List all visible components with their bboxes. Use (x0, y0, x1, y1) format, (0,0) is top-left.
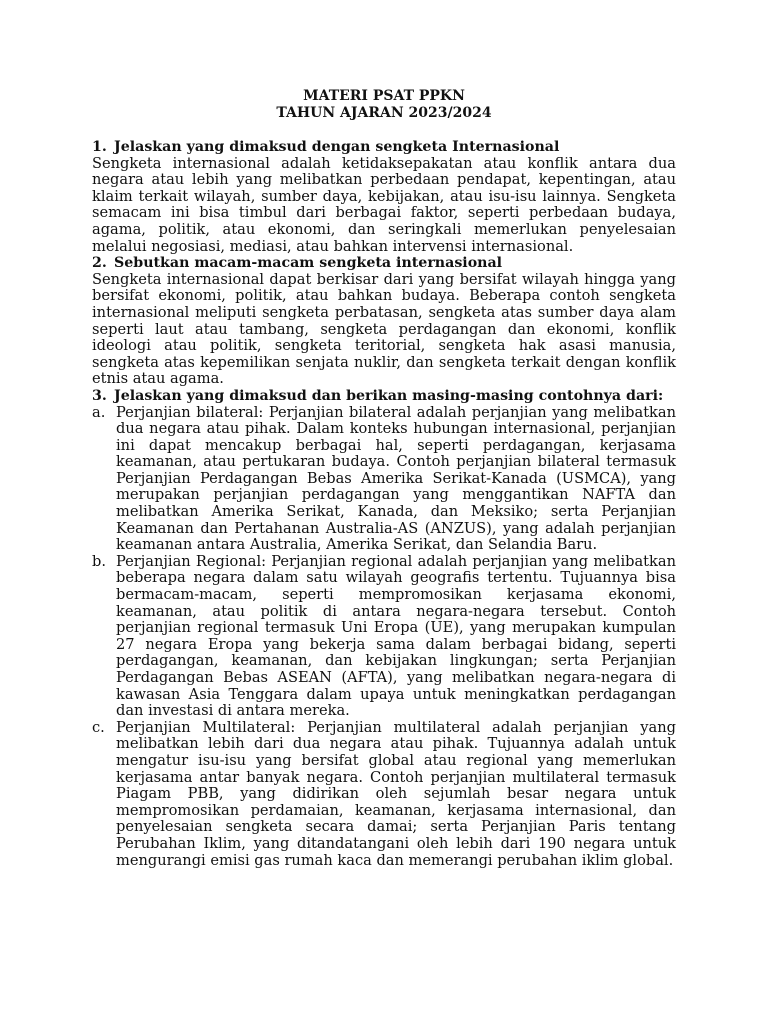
list-item-text: Perjanjian bilateral: Perjanjian bilateral adalah perjanjian yang melibatkan dua negara atau pihak. Dalam konteks hubungan internasional, perjanjian ini dapat mencakup berbagai hal, seperti perdagangan, kerjasama keamanan, atau pertukaran budaya. Contoh perjanjian bilateral termasuk Perjanjian Perdagangan Bebas Amerika Serikat-Kanada (USMCA), yang merupakan perjanjian perdagangan yang menggantikan NAFTA dan melibatkan Amerika Serikat, Kanada, dan Meksiko; serta Perjanjian Keamanan dan Pertahanan Australia-AS (ANZUS), yang adalah perjanjian keamanan antara Australia, Amerika Serikat, dan Selandia Baru. (116, 403, 676, 554)
document-page (92, 88, 676, 869)
answer-paragraph: Sengketa internasional dapat berkisar dari yang bersifat wilayah hingga yang bersifat ekonomi, politik, atau bahkan budaya. Beberapa contoh sengketa internasional meliputi sengketa perbatasan, sengketa atas sumber daya alam seperti laut atau tambang, sengketa perdagangan dan ekonomi, konflik ideologi atau politik, sengketa teritorial, sengketa hak asasi manusia, sengketa atas kepemilikan senjata nuklir, dan sengketa terkait dengan konflik etnis atau agama. (92, 270, 676, 388)
list-item-text: Perjanjian Regional: Perjanjian regional adalah perjanjian yang melibatkan beberapa negara dalam satu wilayah geografis tertentu. Tujuannya bisa bermacam-macam, seperti mempromosikan kerjasama ekonomi, keamanan, atau politik di antara negara-negara tersebut. Contoh perjanjian regional termasuk Uni Eropa (UE), yang merupakan kumpulan 27 negara Eropa yang bekerja sama dalam berbagai bidang, seperti perdagangan, keamanan, dan kebijakan lingkungan; serta Perjanjian Perdagangan Bebas ASEAN (AFTA), yang melibatkan negara-negara di kawasan Asia Tenggara dalam upaya untuk meningkatkan perdagangan dan investasi di antara mereka. (116, 552, 676, 720)
document-title-block (92, 88, 676, 122)
list-item (92, 405, 676, 554)
question-heading (92, 139, 676, 156)
list-item (92, 554, 676, 720)
question-number: 3. (92, 387, 107, 404)
question-heading-text: Jelaskan yang dimaksud dan berikan masing-masing contohnya dari: (114, 387, 664, 404)
document-title: MATERI PSAT PPKN (303, 88, 465, 104)
list-item (92, 720, 676, 869)
list-item-marker: b. (92, 552, 106, 570)
answer-paragraph: Sengketa internasional adalah ketidaksepakatan atau konflik antara dua negara atau lebih yang melibatkan perbedaan pendapat, kepentingan, atau klaim terkait wilayah, sumber daya, kebijakan, atau isu-isu lainnya. Sengketa semacam ini bisa timbul dari berbagai faktor, seperti perbedaan budaya, agama, politik, atau ekonomi, dan seringkali memerlukan penyelesaian melalui negosiasi, mediasi, atau bahkan intervensi internasional. (92, 154, 676, 255)
list-item-marker: a. (92, 403, 106, 421)
document-subtitle: TAHUN AJARAN 2023/2024 (276, 105, 492, 121)
question-3 (92, 388, 676, 869)
list-item-text: Perjanjian Multilateral: Perjanjian multilateral adalah perjanjian yang melibatkan lebih dari dua negara atau pihak. Tujuannya adalah untuk mengatur isu-isu yang bersifat global atau regional yang memerlukan kerjasama antar banyak negara. Contoh perjanjian multilateral termasuk Piagam PBB, yang didirikan oleh sejumlah besar negara untuk mempromosikan perdamaian, keamanan, kerjasama internasional, dan penyelesaian sengketa secara damai; serta Perjanjian Paris tentang Perubahan Iklim, yang ditandatangani oleh lebih dari 190 negara untuk mengurangi emisi gas rumah kaca dan memerangi perubahan iklim global. (116, 718, 676, 869)
question-heading-text: Jelaskan yang dimaksud dengan sengketa Internasional (114, 139, 560, 155)
question-2 (92, 255, 676, 388)
answer-sub-list (92, 405, 676, 870)
question-heading (92, 388, 676, 405)
question-number: 2. (92, 255, 107, 272)
question-number: 1. (92, 139, 107, 155)
list-item-marker: c. (92, 718, 105, 736)
question-heading-text: Sebutkan macam-macam sengketa internasional (114, 255, 503, 272)
question-heading (92, 255, 676, 272)
question-1 (92, 139, 676, 255)
